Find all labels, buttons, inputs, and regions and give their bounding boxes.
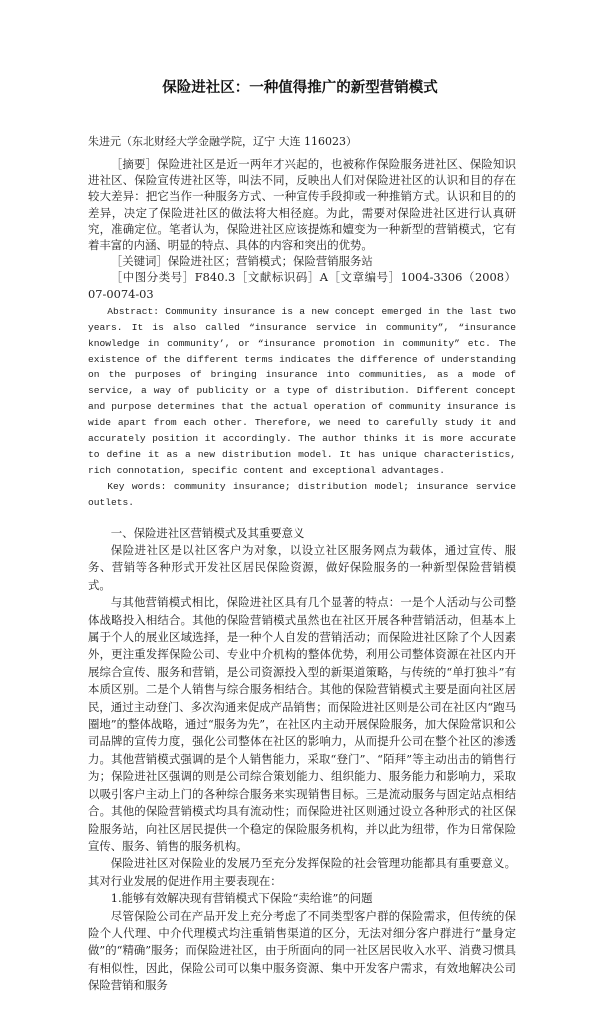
classification-info: ［中图分类号］F840.3［文献标识码］A［文章编号］1004-3306（2008）07-0074-03	[88, 270, 516, 301]
body-paragraph: 尽管保险公司在产品开发上充分考虑了不同类型客户群的保险需求，但传统的保险个人代理、中介代理模式均注重销售渠道的区分，无法对细分客户群进行“量身定做”的“精确”服务；而保险进社区，由于所面向的同一社区居民收入水平、消费习惯具有相似性，因此，保险公司可以集中服务资源、集中开发客户需求，有效地解决公司保险营销和服务	[88, 908, 516, 993]
subheading: 1.能够有效解决现有营销模式下保险“卖给谁”的问题	[110, 891, 373, 906]
body-paragraph: 与其他营销模式相比，保险进社区具有几个显著的特点：一是个人活动与公司整体战略投入相结合。其他的保险营销模式虽然也在社区开展各种营销活动，但基本上属于个人的展业区域选择，是一种个人自发的营销活动；而保险进社区除了个人因素外，更注重发挥保险公司、专业中介机构的整体优势，利用公司整体资源在社区内开展综合宣传、服务和营销，是公司资源投入型的新渠道策略，与传统的“单打独斗”有本质区别。二是个人销售与综合服务相结合。其他的保险营销模式主要是面向社区居民，通过主动登门、多次沟通来促成产品销售；而保险进社区则是公司在社区内“跑马圈地”的整体战略，通过“服务为先”，在社区内主动开展保险服务，加大保险常识和公司品牌的宣传力度，强化公司整体在社区的影响力，从而提升公司在整个社区的渗透力。其他营销模式强调的是个人销售能力，采取“登门”、“陌拜”等主动出击的销售行为；保险进社区强调的则是公司综合策划能力、组织能力、服务能力和影响力，采取以吸引客户主动上门的各种综合服务来实现销售目标。三是流动服务与固定站点相结合。其他的保险营销模式均具有流动性；而保险进社区则通过设立各种形式的社区保险服务站，向社区居民提供一个稳定的保险服务机构，并以此为纽带，作为日常保险宣传、服务、销售的服务机构。	[88, 595, 516, 853]
abstract-cn-block	[88, 156, 516, 302]
keywords-cn: ［关键词］保险进社区；营销模式；保险营销服务站	[110, 254, 373, 269]
section-heading: 一、保险进社区营销模式及其重要意义	[110, 525, 305, 540]
abstract-en: Abstract: Community insurance is a new concept emerged in the last two years. It is also called “insurance service in community”, “insurance knowledge in community’, or “insurance promotion in community” etc. The existence of the different terms indicates the difference of understanding on the purposes of bringing insurance into communities, as a mode of service, a way of publicity or a type of distribution. Different concept and purpose determines that the actual operation of community insurance is wide apart from each other. Therefore, we need to carefully study it and accurately position it accordingly. The author thinks it is more accurate to define it as a new distribution model. It has unique characteristics, rich connotation, specific content and exceptional advantages.	[88, 305, 516, 476]
keywords-en: Key words: community insurance; distribution model; insurance service outlets.	[88, 480, 516, 508]
section-1	[88, 525, 516, 995]
body-paragraph: 保险进社区是以社区客户为对象，以设立社区服务网点为载体，通过宣传、服务、营销等各种形式开发社区居民保险资源，做好保险服务的一种新型保险营销模式。	[88, 543, 516, 592]
paper-title: 保险进社区：一种值得推广的新型营销模式	[162, 79, 438, 96]
author-affiliation: 朱进元（东北财经大学金融学院，辽宁 大连 116023）	[88, 135, 357, 148]
abstract-en-block	[88, 304, 516, 511]
body-paragraph: 保险进社区对保险业的发展乃至充分发挥保险的社会管理功能都具有重要意义。其对行业发展的促进作用主要表现在：	[88, 856, 516, 888]
abstract-cn: ［摘要］保险进社区是近一两年才兴起的，也被称作保险服务进社区、保险知识进社区、保险宣传进社区等，叫法不同，反映出人们对保险进社区的认识和目的存在较大差异：把它当作一种服务方式、一种宣传手段抑或一种推销方式。认识和目的的差异，决定了保险进社区的做法将大相径庭。为此，需要对保险进社区进行认真研究，准确定位。笔者认为，保险进社区应该提炼和嬗变为一种新型的营销模式，它有着丰富的内涵、明显的特点、具体的内容和突出的优势。	[88, 157, 516, 253]
